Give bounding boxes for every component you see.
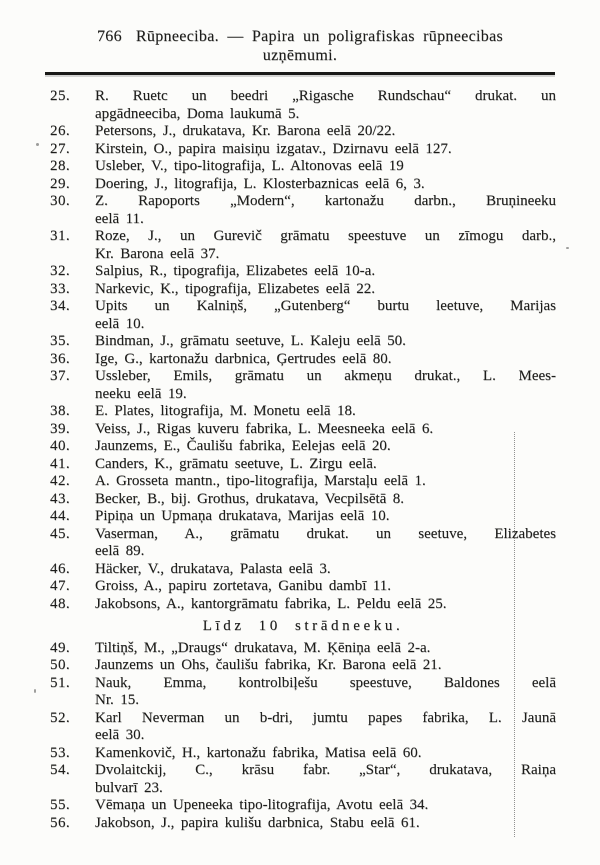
entry-text [95, 158, 556, 176]
entry-number: 35. [50, 333, 71, 349]
entry-line: Salpius, R., tipografija, Elizabetes eelā 10-a. [95, 263, 376, 279]
entry-line: Jaunzems, E., Čaulišu fabrika, Eelejas eelā 20. [95, 438, 391, 454]
list-entry [50, 561, 556, 579]
entry-line: Narkevic, K., tipografija, Elizabetes eelā 22. [95, 280, 376, 297]
list-entry [50, 403, 556, 421]
entry-line: Kamenkovič, H., kartonažu fabrika, Matisa eelā 60. [95, 744, 422, 761]
entry-text [95, 421, 556, 439]
entry-line: Vaserman, A., grāmatu drukat. un seetuve, Elizabetes [95, 525, 556, 542]
entry-number: 49. [50, 639, 71, 656]
entry-number: 53. [50, 744, 71, 761]
entry-text [95, 368, 556, 403]
entry-number: 55. [50, 797, 71, 813]
entry-text [95, 561, 556, 579]
entry-line: Upits un Kalniņš, „Gutenberg“ burtu leetuve, Marijas [95, 298, 556, 314]
list-entry [50, 263, 556, 281]
list-entry [50, 745, 556, 763]
entry-number: 40. [50, 438, 71, 454]
entry-text [95, 657, 556, 675]
list-entry [50, 491, 556, 509]
entry-line: Becker, B., bij. Grothus, drukatava, Vecpilsētā 8. [95, 490, 405, 507]
list-entry [50, 657, 556, 675]
list-entry [50, 351, 556, 369]
list-entry [50, 333, 556, 351]
entry-line: Nauk, Emma, kontrolbiļešu speestuve, Baldones eelā [95, 674, 556, 691]
entry-text [95, 640, 556, 658]
entry-text [95, 438, 556, 456]
list-entry [50, 193, 556, 228]
entry-number: 46. [50, 560, 71, 577]
entry-text [95, 456, 556, 474]
header-line-1 [0, 27, 600, 46]
page-number: 766 [96, 28, 122, 45]
entry-number: 25. [50, 88, 71, 104]
entry-number: 48. [50, 595, 71, 612]
list-entry [50, 176, 556, 194]
entry-text [95, 508, 556, 526]
entry-number: 51. [50, 674, 71, 691]
entry-number: 44. [50, 508, 71, 524]
entry-line: eelā 11. [95, 210, 144, 227]
entry-line: bulvarī 23. [95, 779, 163, 796]
entry-line: Ussleber, Emils, grāmatu un akmeņu drukat., L. Mees- [95, 368, 556, 384]
entry-line: Pipiņa un Upmaņa drukatava, Marijas eelā 10. [95, 508, 390, 524]
entry-number: 28. [50, 158, 71, 174]
entry-text [95, 710, 556, 745]
entry-number: 33. [50, 280, 71, 297]
entry-line: Vēmaņa un Upeneeka tipo-litografija, Avotu eelā 34. [95, 797, 429, 813]
list-entry [50, 640, 556, 658]
list-entry [50, 508, 556, 526]
entry-line: Nr. 15. [95, 692, 139, 708]
section-heading: Līdz 10 strādneeku. [202, 618, 404, 634]
entry-number: 27. [50, 140, 71, 157]
scan-speck [34, 689, 36, 693]
entry-line: neeku eelā 19. [95, 385, 187, 402]
entry-line: eelā 10. [95, 315, 145, 332]
entry-text [95, 675, 556, 710]
entry-number: 56. [50, 814, 71, 831]
entry-number: 42. [50, 473, 71, 489]
header-divider-rule [45, 72, 555, 75]
entry-number: 50. [50, 657, 71, 673]
entry-text [95, 578, 556, 596]
entry-number: 26. [50, 123, 71, 139]
entry-number: 29. [50, 175, 71, 192]
list-entry [50, 710, 556, 745]
entry-number: 54. [50, 762, 71, 778]
entry-text [95, 762, 556, 797]
scan-speck [566, 247, 569, 249]
entry-text [95, 281, 556, 299]
entry-number: 45. [50, 525, 71, 542]
entry-text [95, 123, 556, 141]
entries-group-over-10-workers [50, 88, 556, 613]
entry-line: Häcker, V., drukatava, Palasta eelā 3. [95, 560, 331, 577]
list-entry [50, 596, 556, 614]
list-entry [50, 473, 556, 491]
entry-text [95, 815, 556, 833]
entry-line: Z. Rapoports „Modern“, kartonažu darbn., Bruņineeku [95, 193, 556, 209]
entry-line: Petersons, J., drukatava, Kr. Barona eelā 20/22. [95, 123, 396, 139]
entry-line: Tiltiņš, M., „Draugs“ drukatava, M. Ķēniņa eelā 2-a. [95, 639, 431, 656]
entry-line: Jakobson, J., papira kulišu darbnica, Stabu eelā 61. [95, 814, 420, 831]
entry-line: Kirstein, O., papira maisiņu izgatav., Dzirnavu eelā 127. [95, 140, 452, 157]
entry-text [95, 193, 556, 228]
list-entry [50, 298, 556, 333]
entry-number: 47. [50, 578, 71, 594]
entry-text [95, 263, 556, 281]
entry-line: Usleber, V., tipo-litografija, L. Altonovas eelā 19 [95, 158, 404, 174]
entry-number: 39. [50, 420, 71, 437]
list-entry [50, 88, 556, 123]
entry-text [95, 596, 556, 614]
list-entry [50, 815, 556, 833]
entry-text [95, 526, 556, 561]
list-entry [50, 123, 556, 141]
entry-text [95, 176, 556, 194]
entry-number: 37. [50, 368, 71, 384]
list-entry [50, 438, 556, 456]
entry-number: 31. [50, 228, 71, 244]
entry-line: eelā 30. [95, 727, 145, 743]
entry-line: R. Ruetc un beedri „Rigasche Rundschau“ drukat. un [95, 88, 556, 104]
directory-list [50, 88, 556, 832]
entry-line: E. Plates, litografija, M. Monetu eelā 18. [95, 403, 356, 419]
entry-text [95, 745, 556, 763]
entry-number: 43. [50, 490, 71, 507]
list-entry [50, 368, 556, 403]
entry-line: Karl Neverman un b-dri, jumtu papes fabrika, L. Jaunā [95, 709, 556, 726]
entry-line: Doering, J., litografija, L. Klosterbaznicas eelā 6, 3. [95, 175, 425, 192]
page-header [0, 0, 600, 65]
entry-text [95, 88, 556, 123]
page-title-line1: Rūpneeciba. — Papira un poligrafiskas rūpneecibas [135, 28, 504, 45]
entry-line: Veiss, J., Rigas kuveru fabrika, L. Meesneeka eelā 6. [95, 420, 434, 437]
list-entry [50, 456, 556, 474]
list-entry [50, 797, 556, 815]
list-entry [50, 526, 556, 561]
entry-line: Jakobsons, A., kantorgrāmatu fabrika, L. Peldu eelā 25. [95, 595, 447, 612]
entry-text [95, 351, 556, 369]
list-entry [50, 158, 556, 176]
entry-line: Groiss, A., papiru zortetava, Ganibu dambī 11. [95, 578, 391, 594]
list-entry [50, 141, 556, 159]
entry-text [95, 491, 556, 509]
entry-number: 38. [50, 403, 71, 419]
entry-line: A. Grosseta mantn., tipo-litografija, Marstaļu eelā 1. [95, 473, 426, 489]
entry-number: 34. [50, 298, 71, 314]
entry-text [95, 333, 556, 351]
list-entry [50, 675, 556, 710]
entry-line: eelā 89. [95, 543, 145, 559]
entry-line: Roze, J., un Gurevič grāmatu speestuve un zīmogu darb., [95, 228, 556, 244]
page-title-line2: uzņēmumi. [262, 47, 338, 64]
entry-line: apgādneeciba, Doma laukumā 5. [95, 105, 300, 122]
entry-line: Ige, G., kartonažu darbnica, Ģertrudes eelā 80. [95, 350, 392, 367]
entry-line: Jaunzems un Ohs, čaulišu fabrika, Kr. Barona eelā 21. [95, 657, 442, 673]
list-entry [50, 228, 556, 263]
list-entry [50, 762, 556, 797]
entry-line: Canders, K., grāmatu seetuve, L. Zirgu eelā. [95, 455, 377, 472]
entry-number: 30. [50, 193, 71, 209]
entry-text [95, 797, 556, 815]
list-entry [50, 421, 556, 439]
entry-line: Bindman, J., grāmatu seetuve, L. Kaleju eelā 50. [95, 333, 406, 349]
entry-number: 52. [50, 709, 71, 726]
scan-speck [36, 143, 39, 146]
entry-number: 41. [50, 455, 71, 472]
list-entry [50, 281, 556, 299]
entries-group-up-to-10-workers [50, 640, 556, 833]
entry-text [95, 298, 556, 333]
entry-text [95, 141, 556, 159]
entry-line: Kr. Barona eelā 37. [95, 245, 220, 262]
entry-text [95, 228, 556, 263]
entry-number: 36. [50, 350, 71, 367]
entry-number: 32. [50, 263, 71, 279]
entry-text [95, 403, 556, 421]
entry-line: Dvolaitckij, C., krāsu fabr. „Star“, drukatava, Raiņa [95, 762, 556, 778]
list-entry [50, 578, 556, 596]
entry-text [95, 473, 556, 491]
